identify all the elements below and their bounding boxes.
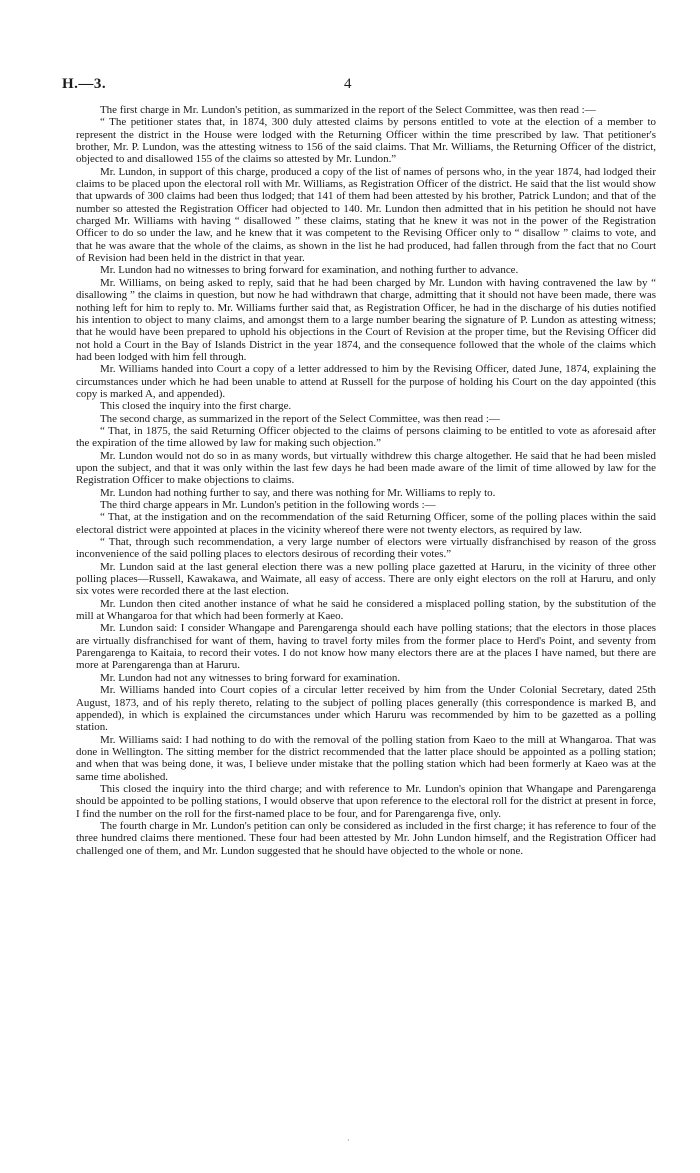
paragraph: The first charge in Mr. Lundon's petition, as summarized in the report of the Select Committee, was then read :—	[100, 104, 596, 116]
paragraph: Mr. Lundon would not do so in as many words, but virtually withdrew this charge altogether. He said that he had been misled upon the subject, and that it was only within the last few days he had been made aware of the limit of time allowed by law for the Registration Officer to make objections to claims.	[76, 449, 656, 487]
paragraph: Mr. Williams said: I had nothing to do with the removal of the polling station from Kaeo to the mill at Whangaroa. That was done in Wellington. The sitting member for the district recommended that the latter place should be appointed as a polling station; and when that was being done, it was, I believe under mistake that the polling station which had been formerly at Kaeo was at the same time abolished.	[76, 733, 656, 783]
paragraph: “ That, in 1875, the said Returning Officer objected to the claims of persons claiming to be entitled to vote as aforesaid after the expiration of the time allowed by law for making such objection.”	[76, 424, 656, 450]
document-reference: H.—3.	[62, 76, 107, 92]
paragraph: Mr. Lundon said at the last general election there was a new polling place gazetted at Haruru, in the vicinity of three other polling places—Russell, Kawakawa, and Waimate, all easy of access. There are only eight electors on the roll at Haruru, and only six votes were recorded there at the last election.	[76, 560, 656, 598]
paragraph: Mr. Lundon had nothing further to say, and there was nothing for Mr. Williams to reply to.	[100, 486, 496, 499]
paragraph: This closed the inquiry into the first charge.	[100, 400, 292, 413]
paragraph: Mr. Williams, on being asked to reply, said that he had been charged by Mr. Lundon with having contravened the law by “ disallowing ” the claims in question, but now he had withdrawn that charge, admitting that it should not have been made, there was nothing left for him to reply to. Mr. Williams further said that, as Registration Officer, he had in the discharge of his duties notified his intention to object to many claims, and amongst them to a large number bearing the signature of P. Lundon as attesting witness; that he would have been prepared to uphold his objections in the Court of Revision at the proper time, but the Revising Officer did not hold a Court in the Bay of Islands District in the year 1874, and the consequence followed that the whole of the claims which had been lodged with him fell through.	[76, 276, 656, 363]
paragraph: Mr. Williams handed into Court copies of a circular letter received by him from the Under Colonial Secretary, dated 25th August, 1873, and of his reply thereto, relating to the subject of polling places generally (this correspondence is marked B, and appended), in which is explained the circumstances under which Haruru was recommended by him to be gazetted as a polling station.	[76, 684, 656, 734]
paragraph: Mr. Lundon said: I consider Whangape and Parengarenga should each have polling stations; that the electors in those places are virtually disfranchised for want of them, having to travel forty miles from the former place to Herd's Point, and seventy from Parengarenga to Kaitaia, to record their votes. I do not know how many electors there are at the places I have named, but there are more at Parengarenga than at Haruru.	[76, 622, 656, 672]
body-text	[76, 104, 656, 857]
paragraph: Mr. Lundon, in support of this charge, produced a copy of the list of names of persons who, in the year 1874, had lodged their claims to be placed upon the electoral roll with Mr. Williams, as Registration Officer of the district. He said that the list would show that upwards of 300 claims had been thus lodged; that 141 of them had been attested by his brother, Patrick Lundon; and that of the number so attested the Registration Officer had objected to 140. Mr. Lundon then admitted that in his petition he should not have charged Mr. Williams with having “ disallowed ” these claims, stating that he knew it was not in the power of the Registration Officer to do so under the law, and he knew that it was competent to the Revising Officer only to “ disallow ” claims to vote, and that he was aware that the whole of the claims, as shown in the list he had produced, had fallen through from the fact that no Court of Revision had been held in the district in that year.	[76, 165, 656, 265]
paragraph: Mr. Lundon then cited another instance of what he said he considered a misplaced polling station, by the substitution of the mill at Whangaroa for that which had been formerly at Kaeo.	[76, 597, 656, 623]
paragraph: Mr. Williams handed into Court a copy of a letter addressed to him by the Revising Officer, dated June, 1874, explaining the circumstances under which he had been unable to attend at Russell for the purpose of holding his Court on the day appointed (this copy is marked A, and appended).	[76, 363, 656, 400]
paragraph: Mr. Lundon had no witnesses to bring forward for examination, and nothing further to advance.	[100, 264, 519, 277]
paragraph: The fourth charge in Mr. Lundon's petition can only be considered as included in the first charge; it has reference to four of the three hundred claims there mentioned. These four had been attested by Mr. John Lundon himself, and the Registration Officer had challenged one of them, and Mr. Lundon suggested that he should have objected to the whole or none.	[76, 819, 656, 857]
paragraph: This closed the inquiry into the third charge; and with reference to Mr. Lundon's opinion that Whangape and Parengarenga should be appointed to be polling stations, I would observe that upon reference to the electoral roll for the district at present in force, I find the number on the roll for the first-named place to be four, and for Parengarenga five, only.	[76, 782, 656, 820]
paragraph: The second charge, as summarized in the report of the Select Committee, was then read :—	[100, 412, 500, 425]
paragraph: “ The petitioner states that, in 1874, 300 duly attested claims by persons entitled to vote at the election of a member to represent the district in the House were lodged with the Returning Officer within the time prescribed by law. That petitioner's brother, Mr. P. Lundon, was the attesting witness to 156 of the said claims. That Mr. Williams, the Returning Officer of the district, objected to and disallowed 155 of the claims so attested by Mr. Lundon.”	[76, 116, 656, 166]
paragraph: Mr. Lundon had not any witnesses to bring forward for examination.	[100, 671, 401, 684]
page-header	[62, 76, 646, 96]
page-number: 4	[344, 76, 352, 92]
paragraph: “ That, at the instigation and on the recommendation of the said Returning Officer, some of the polling places within the said electoral district were appointed at places in the vicinity whereof there were not twenty electors, as required by law.	[76, 511, 656, 536]
paragraph: The third charge appears in Mr. Lundon's petition in the following words :—	[100, 499, 436, 511]
paragraph: “ That, through such recommendation, a very large number of electors were virtually disfranchised by reason of the gross inconvenience of the said polling places to electors desirous of recording their votes.”	[76, 536, 656, 561]
footer-mark: ·	[347, 1136, 350, 1145]
